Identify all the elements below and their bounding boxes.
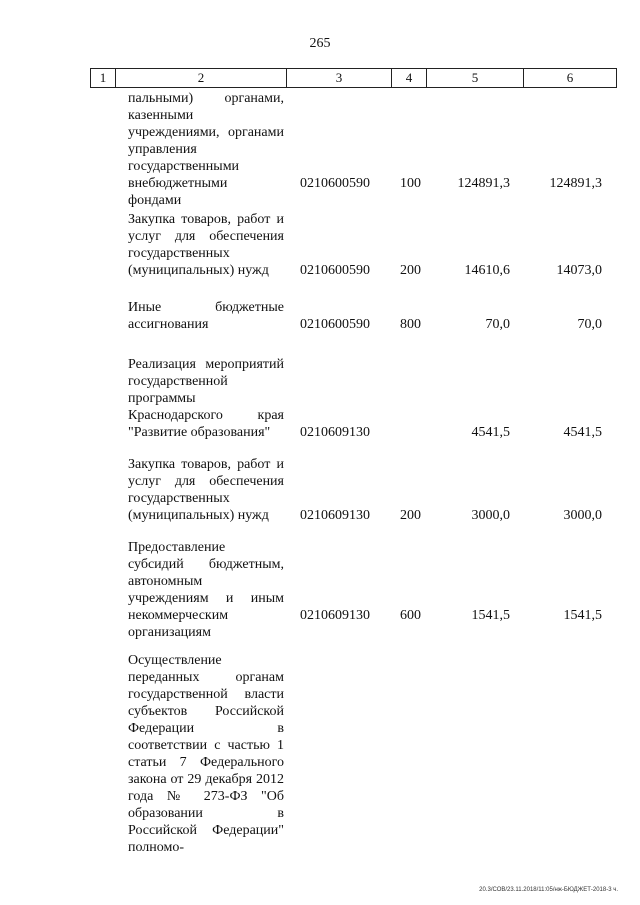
row-value-2: 70,0 bbox=[577, 317, 602, 332]
column-header-2: 2 bbox=[116, 69, 287, 88]
column-header-5: 5 bbox=[427, 69, 524, 88]
row-code: 0210609130 bbox=[300, 608, 370, 623]
table-row bbox=[0, 338, 640, 438]
row-type: 200 bbox=[400, 508, 421, 523]
page-number: 265 bbox=[309, 36, 331, 51]
budget-table-body bbox=[0, 90, 640, 855]
row-code: 0210609130 bbox=[300, 425, 370, 440]
table-row bbox=[0, 536, 640, 652]
column-header-4: 4 bbox=[392, 69, 427, 88]
row-type: 600 bbox=[400, 608, 421, 623]
table-row bbox=[0, 90, 640, 208]
row-code: 0210600590 bbox=[300, 263, 370, 278]
row-name: Реализация мероприятий государственной программы Краснодарского края "Развитие образования" bbox=[128, 357, 284, 440]
row-type: 100 bbox=[400, 176, 421, 191]
row-value-2: 3000,0 bbox=[563, 508, 602, 523]
row-value-1: 124891,3 bbox=[457, 176, 510, 191]
row-name: Закупка товаров, работ и услуг для обеспечения государственных (муниципальных) нужд bbox=[128, 457, 284, 523]
column-header-1: 1 bbox=[91, 69, 116, 88]
row-value-1: 14610,6 bbox=[464, 263, 510, 278]
row-value-1: 70,0 bbox=[485, 317, 510, 332]
row-value-1: 1541,5 bbox=[471, 608, 510, 623]
row-type: 800 bbox=[400, 317, 421, 332]
row-name: пальными) органами, казенными учреждениями, органами управления государственными внебюджетными фондами bbox=[128, 91, 284, 208]
row-value-1: 4541,5 bbox=[471, 425, 510, 440]
column-header-6: 6 bbox=[524, 69, 617, 88]
row-name: Закупка товаров, работ и услуг для обеспечения государственных (муниципальных) нужд bbox=[128, 212, 284, 278]
row-name: Иные бюджетные ассигнования bbox=[128, 300, 284, 332]
row-value-2: 1541,5 bbox=[563, 608, 602, 623]
row-value-2: 124891,3 bbox=[549, 176, 602, 191]
row-value-2: 14073,0 bbox=[556, 263, 602, 278]
row-code: 0210600590 bbox=[300, 176, 370, 191]
row-code: 0210600590 bbox=[300, 317, 370, 332]
table-row bbox=[0, 283, 640, 338]
document-footer: 20.3/СОВ/23.11.2018/11:05/нж-БЮДЖЕТ-2018-3 ч. bbox=[479, 887, 618, 893]
column-header-row bbox=[90, 68, 617, 88]
row-code: 0210609130 bbox=[300, 508, 370, 523]
row-value-1: 3000,0 bbox=[471, 508, 510, 523]
row-name: Предоставление субсидий бюджетным, автономным учреждениям и иным некоммерческим организациям bbox=[128, 540, 284, 640]
table-row bbox=[0, 438, 640, 536]
row-value-2: 4541,5 bbox=[563, 425, 602, 440]
table-row bbox=[0, 199, 640, 283]
column-header-3: 3 bbox=[287, 69, 392, 88]
row-name: Осуществление переданных органам государственной власти субъектов Российской Федерации в соответствии с частью 1 статьи 7 Федерального закона от 29 декабря 2012 года № 273-ФЗ "Об образовании в Российской Федерации" полномо- bbox=[128, 653, 284, 855]
row-type: 200 bbox=[400, 263, 421, 278]
table-row bbox=[0, 652, 640, 855]
